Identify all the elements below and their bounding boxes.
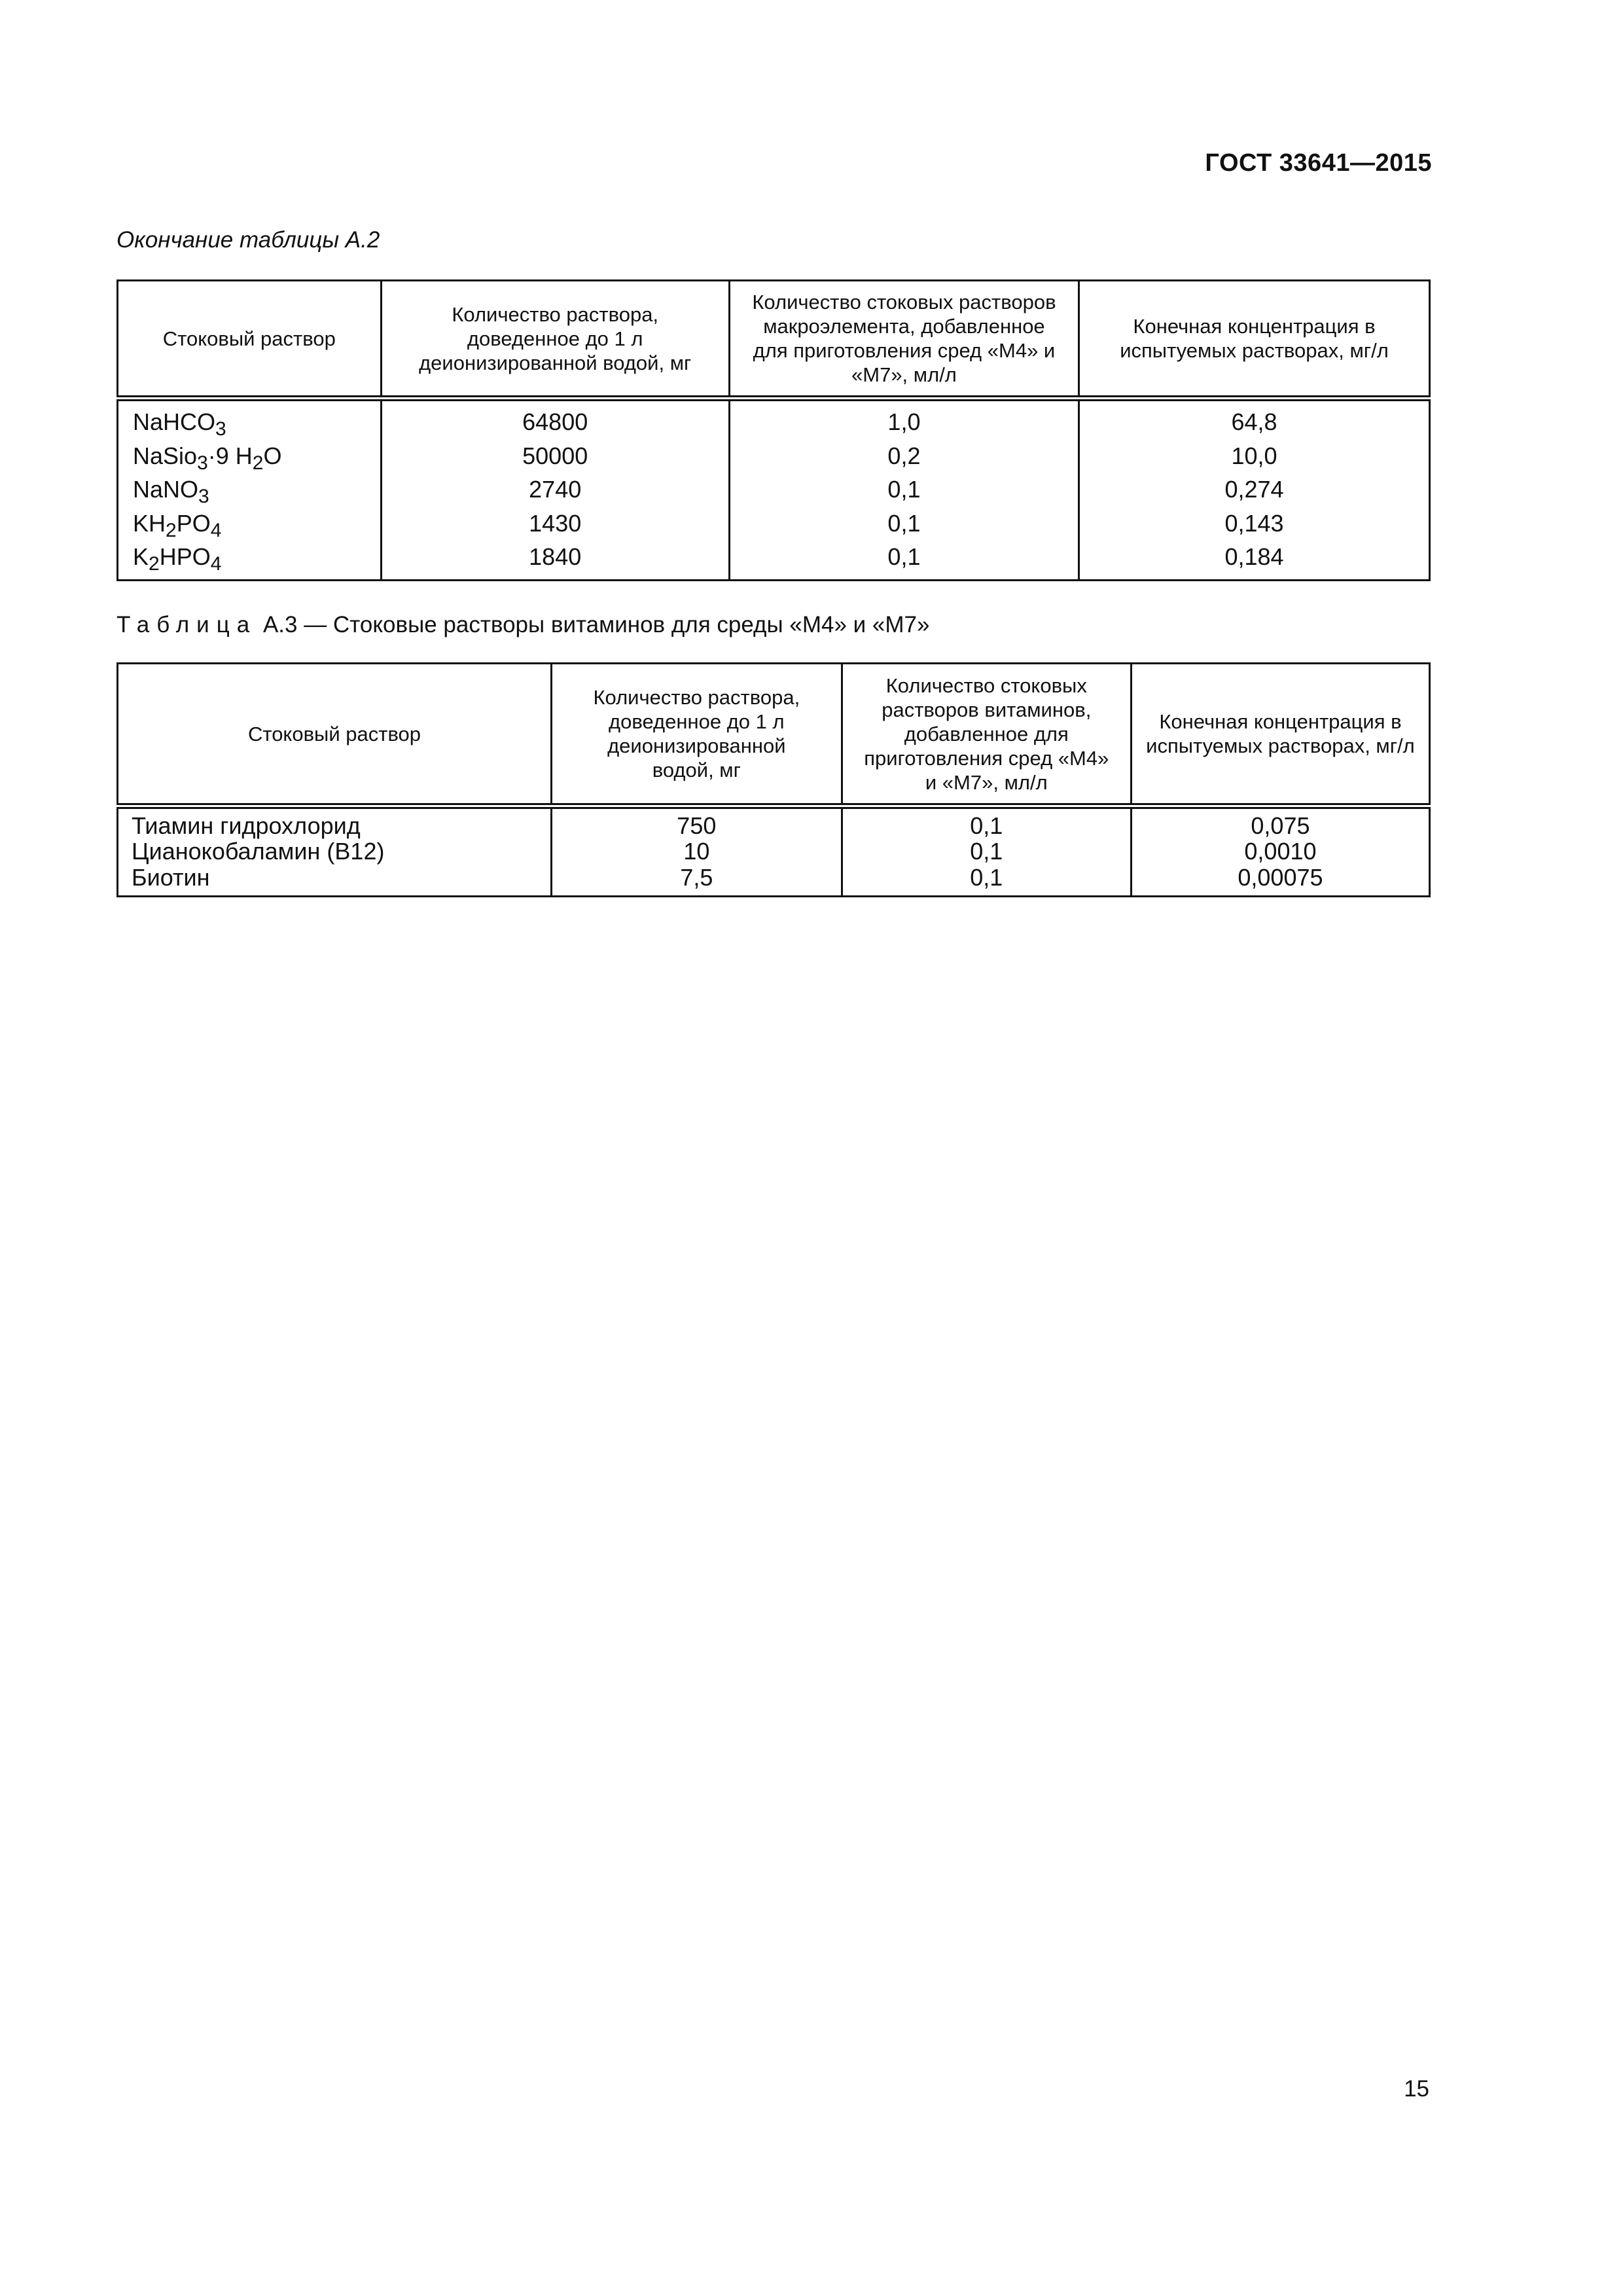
table-a3 <box>116 662 1431 897</box>
table-a3-title <box>116 612 929 638</box>
chemical-formula: NaHCO$_3$ <box>133 408 226 440</box>
column-header-stock-solution: Стоковый раствор <box>118 281 382 399</box>
cell-value: 0,2 <box>887 442 921 469</box>
column-header-added-volume: Количество стоковых растворов витаминов, добавленное для приготовления сред «М4» и «М7», мл/л <box>842 664 1131 806</box>
table-title-text: А.3 — Стоковые растворы витаминов для среды «М4» и «М7» <box>257 612 930 637</box>
cell-value: 0,1 <box>970 838 1003 865</box>
cell-value: Цианокобаламин (В12) <box>132 838 385 865</box>
cell-value: 10 <box>683 838 710 865</box>
chemical-formula: NaNO$_3$ <box>133 476 209 508</box>
chemical-formula: NaSio$_3$·9 $H_2O$ <box>133 442 282 474</box>
solution-amount-column <box>552 806 842 897</box>
column-header-solution-amount: Количество раствора, доведенное до 1 л деионизированной водой, мг <box>552 664 842 806</box>
cell-value: 0,274 <box>1224 476 1284 503</box>
final-concentration-column <box>1131 806 1429 897</box>
column-header-added-volume: Количество стоковых растворов макроэлемента, добавленное для приготовления сред «М4» и «М7», мл/л <box>729 281 1079 399</box>
final-concentration-column <box>1079 399 1430 581</box>
column-header-final-concentration: Конечная концентрация в испытуемых растворах, мг/л <box>1131 664 1429 806</box>
cell-value: 0,075 <box>1251 812 1310 839</box>
cell-value: 64,8 <box>1231 408 1277 435</box>
cell-value: 0,1 <box>887 543 921 570</box>
cell-value: 2740 <box>529 476 582 503</box>
stock-solution-column <box>118 399 382 581</box>
cell-value: 1,0 <box>887 408 921 435</box>
cell-value: 0,1 <box>887 509 921 537</box>
cell-value: 1840 <box>529 543 582 570</box>
table-body <box>118 399 1430 581</box>
table-a2 <box>116 279 1431 581</box>
table-a2-caption: Окончание таблицы А.2 <box>116 227 380 253</box>
solution-amount-column <box>381 399 729 581</box>
cell-value: 64800 <box>522 408 588 435</box>
column-header-solution-amount: Количество раствора, доведенное до 1 л деионизированной водой, мг <box>381 281 729 399</box>
cell-value: 50000 <box>522 442 588 469</box>
cell-value: 750 <box>677 812 717 839</box>
table-body <box>118 806 1430 897</box>
added-volume-column <box>842 806 1131 897</box>
page-number: 15 <box>1404 2076 1429 2102</box>
standard-number: ГОСТ 33641—2015 <box>1205 149 1432 177</box>
cell-value: 10,0 <box>1231 442 1277 469</box>
cell-value: 0,00075 <box>1238 863 1323 891</box>
cell-value: 0,143 <box>1224 509 1284 537</box>
table-header-row <box>118 281 1430 399</box>
cell-value: Биотин <box>132 863 210 891</box>
cell-value: 0,0010 <box>1244 838 1317 865</box>
cell-value: 0,1 <box>887 476 921 503</box>
cell-value: 7,5 <box>680 863 713 891</box>
table-label: Таблица <box>116 612 257 637</box>
cell-value: Тиамин гидрохлорид <box>132 812 361 839</box>
column-header-stock-solution: Стоковый раствор <box>118 664 552 806</box>
stock-solution-column <box>118 806 552 897</box>
chemical-formula: $K_2HPO_4$ <box>133 543 222 575</box>
added-volume-column <box>729 399 1079 581</box>
chemical-formula: $KH_2PO_4$ <box>133 509 222 541</box>
cell-value: 0,184 <box>1224 543 1284 570</box>
cell-value: 0,1 <box>970 812 1003 839</box>
cell-value: 1430 <box>529 509 582 537</box>
column-header-final-concentration: Конечная концентрация в испытуемых растворах, мг/л <box>1079 281 1430 399</box>
table-header-row <box>118 664 1430 806</box>
cell-value: 0,1 <box>970 863 1003 891</box>
